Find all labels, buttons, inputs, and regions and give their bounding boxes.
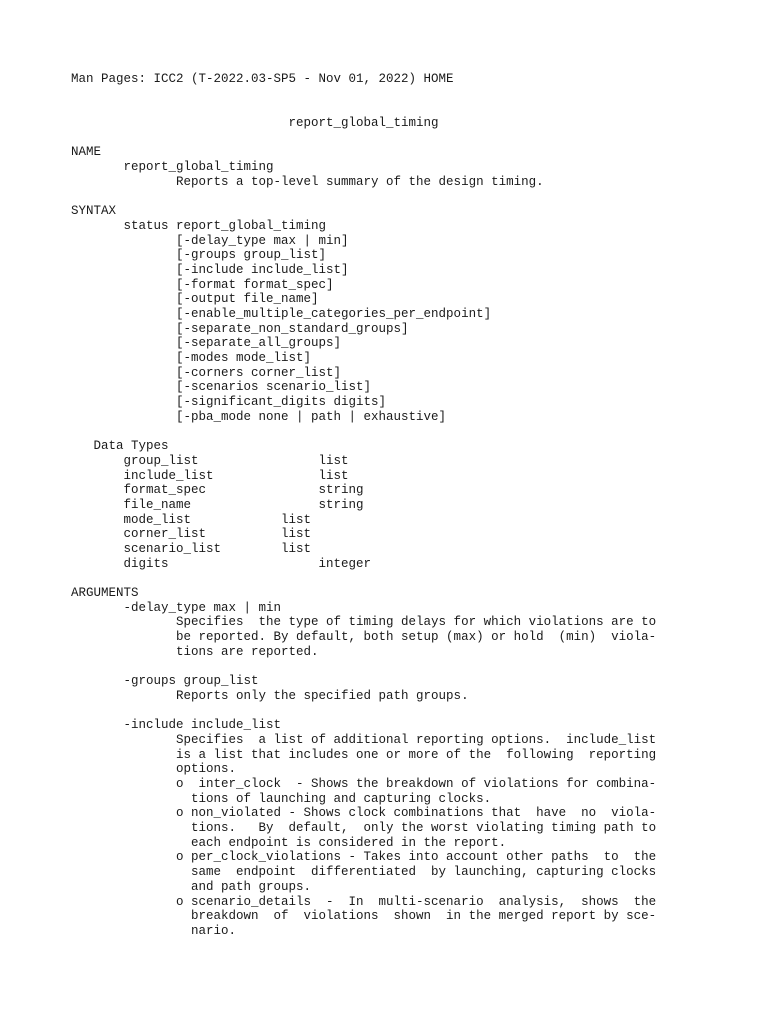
document-line: is a list that includes one or more of the following reporting	[71, 747, 657, 762]
document-line: and path groups.	[71, 879, 312, 894]
document-line: tions are reported.	[71, 644, 319, 659]
document-line: [-separate_non_standard_groups]	[71, 321, 409, 336]
document-line	[71, 425, 656, 440]
document-line: -groups group_list	[71, 674, 259, 689]
document-line: [-format format_spec]	[71, 277, 334, 292]
page-header-line: Man Pages: ICC2 (T-2022.03-SP5 - Nov 01, 2022) HOME	[71, 72, 454, 86]
document-line: Specifies the type of timing delays for which violations are to	[71, 615, 657, 630]
document-line: report_global_timing	[71, 160, 274, 175]
document-line: file_name string	[71, 497, 364, 512]
document-line: breakdown of violations shown in the merged report by sce-	[71, 909, 657, 924]
document-line	[71, 660, 656, 675]
document-line: [-scenarios scenario_list]	[71, 380, 372, 395]
document-line	[71, 101, 656, 116]
document-line: Specifies a list of additional reporting options. include_list	[71, 732, 657, 747]
document-line: include_list list	[71, 468, 349, 483]
document-line: Reports only the specified path groups.	[71, 688, 469, 703]
document-line: o inter_clock - Shows the breakdown of violations for combina-	[71, 777, 657, 791]
document-line	[71, 190, 656, 205]
document-line	[71, 131, 656, 146]
document-line: options.	[71, 762, 237, 777]
document-line: [-enable_multiple_categories_per_endpoint]	[71, 307, 492, 321]
document-line: Reports a top-level summary of the design timing.	[71, 174, 544, 189]
document-line: corner_list list	[71, 527, 312, 542]
document-line	[71, 704, 656, 719]
document-line: [-delay_type max | min]	[71, 233, 349, 248]
document-line: status report_global_timing	[71, 218, 327, 233]
document-line: [-output file_name]	[71, 292, 319, 307]
man-page-document	[71, 72, 656, 939]
document-line: o non_violated - Shows clock combinations that have no viola-	[71, 806, 657, 821]
document-line: SYNTAX	[71, 204, 117, 219]
document-line: o scenario_details - In multi-scenario analysis, shows the	[71, 894, 657, 909]
document-line: group_list list	[71, 453, 349, 468]
document-line: format_spec string	[71, 483, 364, 498]
document-line: digits integer	[71, 556, 372, 571]
document-line: [-groups group_list]	[71, 248, 327, 263]
document-line: mode_list list	[71, 512, 312, 527]
document-line: NAME	[71, 145, 102, 160]
document-line: same endpoint differentiated by launching, capturing clocks	[71, 865, 657, 880]
document-line: scenario_list list	[71, 542, 312, 556]
document-line: [-corners corner_list]	[71, 365, 342, 380]
document-line: tions. By default, only the worst violating timing path to	[71, 821, 657, 836]
document-line: [-include include_list]	[71, 262, 349, 277]
document-line: ARGUMENTS	[71, 586, 139, 601]
document-line: report_global_timing	[71, 116, 439, 131]
document-line: tions of launching and capturing clocks.	[71, 791, 492, 806]
document-line: be reported. By default, both setup (max) or hold (min) viola-	[71, 630, 657, 645]
document-line: each endpoint is considered in the report.	[71, 835, 507, 850]
document-line: [-separate_all_groups]	[71, 336, 342, 351]
document-line: nario.	[71, 923, 237, 938]
document-line	[71, 87, 656, 102]
document-line: -include include_list	[71, 718, 282, 733]
document-line	[71, 571, 656, 586]
document-line: Data Types	[71, 439, 169, 454]
document-line: [-significant_digits digits]	[71, 395, 387, 410]
document-line: o per_clock_violations - Takes into account other paths to the	[71, 850, 657, 865]
document-line: -delay_type max | min	[71, 600, 282, 615]
document-line: [-pba_mode none | path | exhaustive]	[71, 409, 447, 424]
document-line: [-modes mode_list]	[71, 351, 312, 366]
